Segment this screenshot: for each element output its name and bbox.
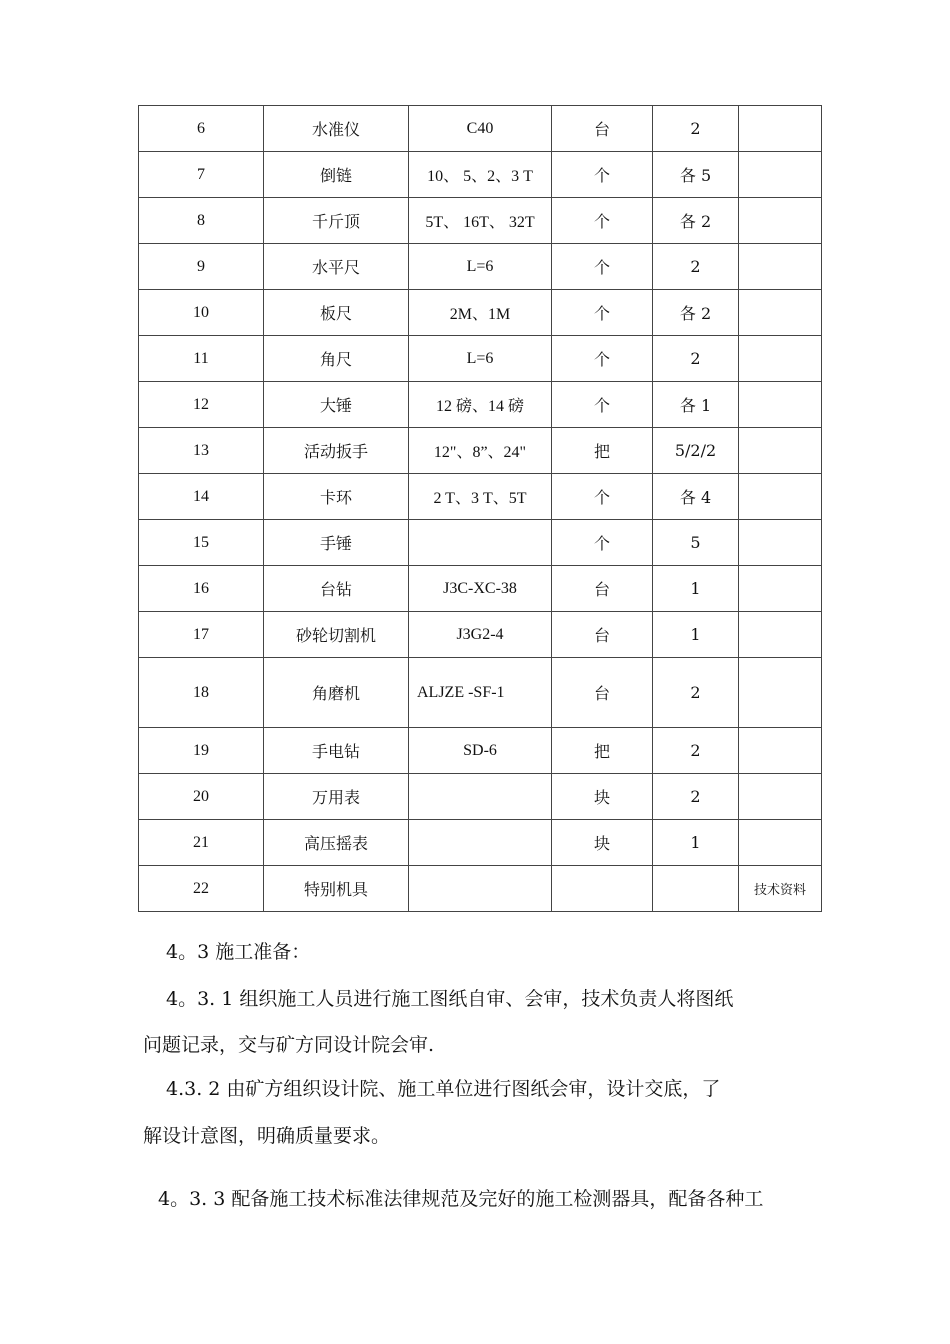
- tool-name-cell: 活动扳手: [264, 428, 409, 474]
- paragraph-3-line-1: 4。3. 3 配备施工技术标准法律规范及完好的施工检测器具，配备各种工: [158, 1188, 764, 1210]
- tool-quantity-cell: 1: [653, 566, 739, 612]
- table-row: [139, 774, 822, 820]
- tool-unit-cell: 个: [552, 520, 653, 566]
- table-row: [139, 566, 822, 612]
- table-row: [139, 612, 822, 658]
- tool-spec-cell: J3G2-4: [409, 612, 552, 658]
- tool-quantity-cell: 5/2/2: [653, 428, 739, 474]
- table-row: [139, 198, 822, 244]
- tool-unit-cell: 个: [552, 290, 653, 336]
- tool-quantity-cell: 5: [653, 520, 739, 566]
- row-number-cell: 21: [139, 820, 264, 866]
- tool-note-cell: [739, 106, 822, 152]
- tool-unit-cell: 把: [552, 428, 653, 474]
- tool-note-cell: [739, 566, 822, 612]
- tool-quantity-cell: 2: [653, 336, 739, 382]
- tool-quantity-cell: 各 2: [653, 290, 739, 336]
- tool-name-cell: 角尺: [264, 336, 409, 382]
- tool-quantity-cell: 2: [653, 658, 739, 728]
- tool-spec-cell: [409, 774, 552, 820]
- tool-note-cell: [739, 152, 822, 198]
- tool-unit-cell: 个: [552, 336, 653, 382]
- tool-note-cell: [739, 290, 822, 336]
- tool-note-cell: 技术资料: [739, 866, 822, 912]
- section-heading: 4。3 施工准备：: [166, 941, 311, 963]
- tool-unit-cell: 台: [552, 566, 653, 612]
- tool-note-cell: [739, 728, 822, 774]
- tool-unit-cell: [552, 866, 653, 912]
- row-number-cell: 22: [139, 866, 264, 912]
- table-row: [139, 428, 822, 474]
- tool-name-cell: 水准仪: [264, 106, 409, 152]
- tool-unit-cell: 台: [552, 658, 653, 728]
- tool-unit-cell: 个: [552, 244, 653, 290]
- tool-name-cell: 特别机具: [264, 866, 409, 912]
- tool-quantity-cell: 各 4: [653, 474, 739, 520]
- tool-quantity-cell: 2: [653, 106, 739, 152]
- row-number-cell: 7: [139, 152, 264, 198]
- tool-spec-cell: L=6: [409, 244, 552, 290]
- row-number-cell: 13: [139, 428, 264, 474]
- tool-unit-cell: 个: [552, 382, 653, 428]
- tool-spec-cell: 12"、8”、24": [409, 428, 552, 474]
- row-number-cell: 20: [139, 774, 264, 820]
- table-row: [139, 658, 822, 728]
- tool-name-cell: 大锤: [264, 382, 409, 428]
- tool-note-cell: [739, 336, 822, 382]
- tool-name-cell: 手锤: [264, 520, 409, 566]
- tool-quantity-cell: 1: [653, 820, 739, 866]
- table-row: [139, 520, 822, 566]
- tool-name-cell: 万用表: [264, 774, 409, 820]
- table-row: [139, 866, 822, 912]
- row-number-cell: 16: [139, 566, 264, 612]
- tool-spec-cell: J3C-XC-38: [409, 566, 552, 612]
- tool-quantity-cell: 各 5: [653, 152, 739, 198]
- tool-name-cell: 水平尺: [264, 244, 409, 290]
- table-row: [139, 474, 822, 520]
- tool-quantity-cell: [653, 866, 739, 912]
- tool-unit-cell: 个: [552, 474, 653, 520]
- tool-spec-cell: 10、 5、2、3 T: [409, 152, 552, 198]
- row-number-cell: 19: [139, 728, 264, 774]
- tool-unit-cell: 台: [552, 106, 653, 152]
- row-number-cell: 8: [139, 198, 264, 244]
- tool-name-cell: 角磨机: [264, 658, 409, 728]
- tool-spec-cell: SD-6: [409, 728, 552, 774]
- table-row: [139, 728, 822, 774]
- tool-unit-cell: 台: [552, 612, 653, 658]
- tool-quantity-cell: 2: [653, 244, 739, 290]
- row-number-cell: 11: [139, 336, 264, 382]
- tool-unit-cell: 块: [552, 820, 653, 866]
- tool-list-table: [138, 105, 822, 912]
- table-row: [139, 290, 822, 336]
- tool-name-cell: 台钻: [264, 566, 409, 612]
- tool-note-cell: [739, 820, 822, 866]
- tool-table-body: [139, 106, 822, 912]
- row-number-cell: 17: [139, 612, 264, 658]
- tool-spec-cell: [409, 520, 552, 566]
- paragraph-2-line-2: 解设计意图，明确质量要求。: [143, 1125, 391, 1147]
- tool-quantity-cell: 2: [653, 774, 739, 820]
- tool-name-cell: 卡环: [264, 474, 409, 520]
- tool-name-cell: 高压摇表: [264, 820, 409, 866]
- tool-quantity-cell: 各 2: [653, 198, 739, 244]
- row-number-cell: 10: [139, 290, 264, 336]
- tool-quantity-cell: 2: [653, 728, 739, 774]
- paragraph-1-line-1: 4。3. 1 组织施工人员进行施工图纸自审、会审，技术负责人将图纸: [166, 988, 734, 1010]
- row-number-cell: 6: [139, 106, 264, 152]
- table-row: [139, 820, 822, 866]
- table-row: [139, 106, 822, 152]
- tool-spec-cell: [409, 820, 552, 866]
- paragraph-2-line-1: 4.3. 2 由矿方组织设计院、施工单位进行图纸会审，设计交底，了: [166, 1078, 721, 1100]
- tool-note-cell: [739, 198, 822, 244]
- tool-note-cell: [739, 658, 822, 728]
- tool-spec-cell: 2M、1M: [409, 290, 552, 336]
- table-row: [139, 244, 822, 290]
- tool-spec-cell: [409, 866, 552, 912]
- tool-note-cell: [739, 382, 822, 428]
- tool-spec-cell: 2 T、3 T、5T: [409, 474, 552, 520]
- paragraph-1-line-2: 问题记录，交与矿方同设计院会审.: [143, 1034, 435, 1056]
- row-number-cell: 12: [139, 382, 264, 428]
- table-row: [139, 382, 822, 428]
- tool-spec-cell: 12 磅、14 磅: [409, 382, 552, 428]
- tool-spec-cell: L=6: [409, 336, 552, 382]
- table-row: [139, 336, 822, 382]
- row-number-cell: 14: [139, 474, 264, 520]
- row-number-cell: 9: [139, 244, 264, 290]
- tool-spec-cell: C40: [409, 106, 552, 152]
- tool-spec-cell: 5T、 16T、 32T: [409, 198, 552, 244]
- tool-unit-cell: 块: [552, 774, 653, 820]
- row-number-cell: 15: [139, 520, 264, 566]
- tool-note-cell: [739, 612, 822, 658]
- tool-quantity-cell: 1: [653, 612, 739, 658]
- tool-name-cell: 千斤顶: [264, 198, 409, 244]
- tool-name-cell: 倒链: [264, 152, 409, 198]
- tool-note-cell: [739, 244, 822, 290]
- tool-note-cell: [739, 774, 822, 820]
- tool-note-cell: [739, 428, 822, 474]
- tool-note-cell: [739, 474, 822, 520]
- tool-name-cell: 砂轮切割机: [264, 612, 409, 658]
- table-row: [139, 152, 822, 198]
- tool-unit-cell: 个: [552, 152, 653, 198]
- tool-note-cell: [739, 520, 822, 566]
- row-number-cell: 18: [139, 658, 264, 728]
- tool-name-cell: 板尺: [264, 290, 409, 336]
- tool-name-cell: 手电钻: [264, 728, 409, 774]
- tool-quantity-cell: 各 1: [653, 382, 739, 428]
- tool-spec-cell: ALJZE -SF-1: [409, 658, 552, 728]
- tool-unit-cell: 把: [552, 728, 653, 774]
- tool-unit-cell: 个: [552, 198, 653, 244]
